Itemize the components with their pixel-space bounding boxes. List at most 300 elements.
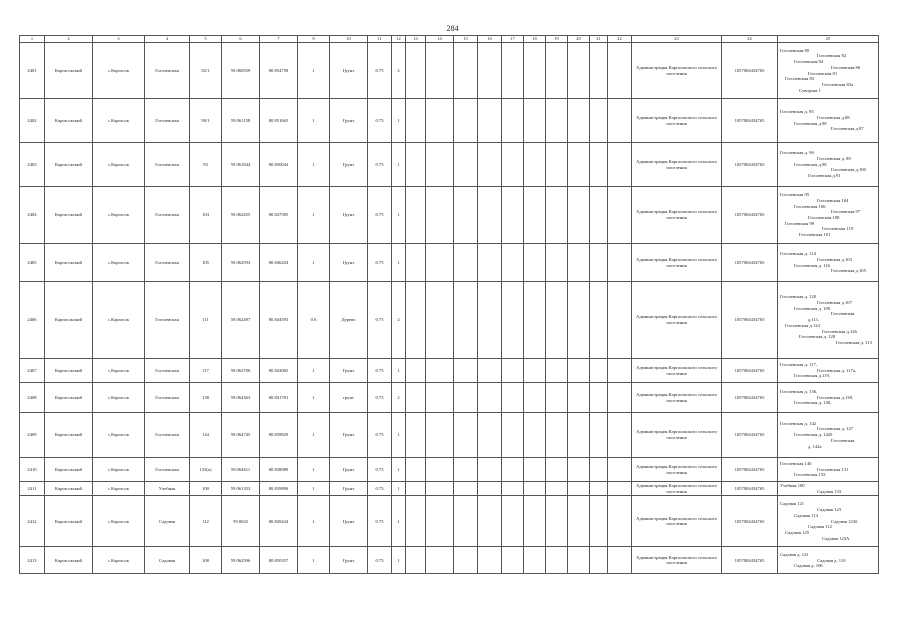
- address-line: Гоголевская д. 114: [780, 251, 816, 257]
- cell-ogrn: 1057004434765: [722, 143, 778, 187]
- empty-cell: [524, 458, 546, 482]
- cell-lat: 59.060559: [222, 43, 260, 99]
- address-line: Гоголевская 82: [817, 53, 847, 59]
- cell-street: Садовая: [145, 547, 190, 574]
- empty-cell: [568, 244, 590, 282]
- empty-cell: [524, 413, 546, 458]
- cell-village: с.Каргасок: [93, 413, 145, 458]
- empty-cell: [426, 143, 454, 187]
- cell-lat: 59.0632: [222, 496, 260, 547]
- cell-ogrn: 1057004434765: [722, 282, 778, 359]
- empty-cell: [546, 482, 568, 496]
- header-cell: 16: [478, 36, 502, 43]
- address-line: Гоголевская 104: [817, 197, 849, 203]
- cell-lon: 80.841781: [260, 383, 298, 413]
- cell-c10: Грунт: [330, 547, 368, 574]
- address-line: Гоголевская д.88: [817, 114, 850, 120]
- cell-ogrn: 1057004434765: [722, 482, 778, 496]
- address-line: Гоголевская 110: [822, 226, 854, 232]
- header-cell: 5: [190, 36, 222, 43]
- cell-c9: 1: [298, 496, 330, 547]
- empty-cell: [478, 496, 502, 547]
- cell-lat: 59.061158: [222, 99, 260, 143]
- empty-cell: [406, 482, 426, 496]
- cell-n: 2412: [20, 496, 45, 547]
- table-row: [20, 547, 879, 574]
- cell-house: 82/1: [190, 43, 222, 99]
- empty-cell: [568, 413, 590, 458]
- cell-c10: Дерево: [330, 282, 368, 359]
- header-cell: 22: [608, 36, 632, 43]
- empty-cell: [524, 547, 546, 574]
- header-cell: 17: [502, 36, 524, 43]
- empty-cell: [454, 547, 478, 574]
- empty-cell: [568, 282, 590, 359]
- cell-addresses: [778, 43, 879, 99]
- cell-addresses: [778, 413, 879, 458]
- cell-village: с.Каргасок: [93, 482, 145, 496]
- cell-admin: Администрация Каргасокского сельского поселения: [632, 482, 722, 496]
- empty-cell: [546, 282, 568, 359]
- address-line: Садовая 133: [817, 488, 842, 494]
- empty-cell: [454, 187, 478, 244]
- cell-ogrn: 1057004434765: [722, 99, 778, 143]
- cell-c9: 1: [298, 43, 330, 99]
- empty-cell: [524, 43, 546, 99]
- cell-ogrn: 1057004434765: [722, 359, 778, 383]
- cell-lon: 80.838089: [260, 458, 298, 482]
- cell-lat: 59.064745: [222, 413, 260, 458]
- cell-district: Каргасокский: [45, 547, 93, 574]
- header-cell: 11: [368, 36, 392, 43]
- header-cell: 19: [546, 36, 568, 43]
- cell-lon: 80.843065: [260, 359, 298, 383]
- table-row: [20, 458, 879, 482]
- empty-cell: [426, 547, 454, 574]
- cell-ogrn: 1057004434765: [722, 244, 778, 282]
- empty-cell: [478, 282, 502, 359]
- empty-cell: [426, 458, 454, 482]
- address-line: Гоголевская д.90: [794, 120, 827, 126]
- cell-district: Каргасокский: [45, 43, 93, 99]
- cell-lat: 59.064611: [222, 458, 260, 482]
- cell-addresses: [778, 496, 879, 547]
- cell-c9: 1: [298, 143, 330, 187]
- cell-n: 2401: [20, 43, 45, 99]
- header-cell: 10: [330, 36, 368, 43]
- empty-cell: [590, 413, 608, 458]
- cell-admin: Администрация Каргасокского сельского поселения: [632, 43, 722, 99]
- cell-n: 2413: [20, 547, 45, 574]
- cell-c11: 0.75: [368, 244, 392, 282]
- cell-c10: Грунт: [330, 482, 368, 496]
- cell-village: с.Каргасок: [93, 359, 145, 383]
- address-line: Гоголевская д. 89: [817, 155, 851, 161]
- cell-ogrn: 1057004434765: [722, 547, 778, 574]
- address-line: Гоголевская д. 96: [780, 150, 814, 156]
- empty-cell: [406, 547, 426, 574]
- empty-cell: [590, 547, 608, 574]
- empty-cell: [478, 99, 502, 143]
- cell-lon: 80.839829: [260, 413, 298, 458]
- header-row: [20, 36, 879, 43]
- empty-cell: [546, 143, 568, 187]
- cell-village: с.Каргасок: [93, 99, 145, 143]
- address-line: Гоголевская д. 85: [780, 109, 814, 115]
- cell-village: с.Каргасок: [93, 43, 145, 99]
- empty-cell: [454, 482, 478, 496]
- cell-c9: 1: [298, 413, 330, 458]
- header-cell: 20: [568, 36, 590, 43]
- cell-ogrn: 1057004434765: [722, 383, 778, 413]
- cell-n: 2410: [20, 458, 45, 482]
- cell-lon: 80.844593: [260, 282, 298, 359]
- empty-cell: [590, 99, 608, 143]
- cell-district: Каргасокский: [45, 359, 93, 383]
- address-line: Гоголевская д. 116: [794, 262, 830, 268]
- empty-cell: [478, 482, 502, 496]
- cell-admin: Администрация Каргасокского сельского поселения: [632, 413, 722, 458]
- empty-cell: [608, 413, 632, 458]
- empty-cell: [406, 143, 426, 187]
- cell-c11: 0.75: [368, 383, 392, 413]
- empty-cell: [454, 244, 478, 282]
- empty-cell: [608, 482, 632, 496]
- cell-village: с.Каргасок: [93, 187, 145, 244]
- empty-cell: [568, 458, 590, 482]
- address-line: Гоголевская 83а: [822, 81, 854, 87]
- cell-ogrn: 1057004434765: [722, 413, 778, 458]
- cell-c11: 0.75: [368, 496, 392, 547]
- cell-c10: Грунт: [330, 143, 368, 187]
- cell-c9: 1: [298, 244, 330, 282]
- cell-addresses: [778, 244, 879, 282]
- cell-c9: 1: [298, 458, 330, 482]
- cell-house: 93: [190, 143, 222, 187]
- cell-admin: Администрация Каргасокского сельского поселения: [632, 244, 722, 282]
- empty-cell: [524, 282, 546, 359]
- empty-cell: [454, 43, 478, 99]
- cell-street: Гоголевская: [145, 244, 190, 282]
- cell-c9: 1: [298, 547, 330, 574]
- empty-cell: [608, 496, 632, 547]
- empty-cell: [546, 413, 568, 458]
- table-row: [20, 244, 879, 282]
- empty-cell: [426, 413, 454, 458]
- cell-n: 2403: [20, 143, 45, 187]
- address-line: Садовая д. 110: [817, 557, 846, 563]
- cell-village: с.Каргасок: [93, 458, 145, 482]
- cell-street: Гоголевская: [145, 143, 190, 187]
- empty-cell: [590, 383, 608, 413]
- cell-lon: 80.846204: [260, 244, 298, 282]
- address-line: Суворова 1: [799, 87, 821, 93]
- empty-cell: [608, 282, 632, 359]
- empty-cell: [568, 99, 590, 143]
- address-line: Гоголевская д. 136,: [780, 388, 818, 394]
- cell-addresses: [778, 383, 879, 413]
- address-line: Гоголевская д. 128: [799, 334, 836, 340]
- cell-lat: 59.062596: [222, 547, 260, 574]
- address-line: Садовая 123б: [831, 518, 858, 524]
- empty-cell: [608, 547, 632, 574]
- address-line: Гоголевская 84: [794, 59, 824, 65]
- cell-c10: Грунт: [330, 99, 368, 143]
- cell-admin: Администрация Каргасокского сельского поселения: [632, 458, 722, 482]
- address-line: Гоголевская 81: [808, 70, 838, 76]
- cell-lat: 59.061844: [222, 143, 260, 187]
- empty-cell: [524, 143, 546, 187]
- empty-cell: [590, 244, 608, 282]
- address-line: Садовая 123: [817, 507, 842, 513]
- empty-cell: [406, 244, 426, 282]
- cell-c10: Грунт: [330, 496, 368, 547]
- table-row: [20, 143, 879, 187]
- empty-cell: [524, 99, 546, 143]
- cell-admin: Администрация Каргасокского сельского поселения: [632, 359, 722, 383]
- cell-lon: 80.849444: [260, 496, 298, 547]
- address-line: Садовая д. 106: [794, 563, 823, 569]
- cell-c10: Грунт: [330, 43, 368, 99]
- cell-admin: Администрация Каргасокского сельского поселения: [632, 547, 722, 574]
- cell-lon: 80.839896: [260, 482, 298, 496]
- empty-cell: [524, 496, 546, 547]
- address-line: Гоголевская 108: [808, 215, 840, 220]
- table-row: [20, 43, 879, 99]
- address-line: Гоголевская 80: [780, 47, 810, 53]
- cell-n: 2408: [20, 383, 45, 413]
- empty-cell: [608, 143, 632, 187]
- cell-village: с.Каргасок: [93, 496, 145, 547]
- empty-cell: [590, 482, 608, 496]
- cell-c12: 2: [392, 282, 406, 359]
- empty-cell: [524, 244, 546, 282]
- cell-lon: 80.854758: [260, 43, 298, 99]
- cell-village: с.Каргасок: [93, 282, 145, 359]
- empty-cell: [590, 282, 608, 359]
- cell-lon: 80.850044: [260, 143, 298, 187]
- empty-cell: [454, 413, 478, 458]
- cell-c9: 1: [298, 383, 330, 413]
- empty-cell: [546, 187, 568, 244]
- cell-c12: 1: [392, 547, 406, 574]
- empty-cell: [608, 383, 632, 413]
- empty-cell: [590, 359, 608, 383]
- cell-c12: 1: [392, 482, 406, 496]
- cell-district: Каргасокский: [45, 187, 93, 244]
- empty-cell: [568, 547, 590, 574]
- cell-admin: Администрация Каргасокского сельского поселения: [632, 99, 722, 143]
- empty-cell: [406, 383, 426, 413]
- cell-ogrn: 1057004434765: [722, 458, 778, 482]
- header-cell: 12: [392, 36, 406, 43]
- cell-addresses: [778, 482, 879, 496]
- header-cell: 6: [222, 36, 260, 43]
- empty-cell: [568, 359, 590, 383]
- address-line: Гоголевская д.124: [785, 322, 820, 328]
- empty-cell: [502, 43, 524, 99]
- cell-district: Каргасокский: [45, 244, 93, 282]
- address-line: Гоголевская д.91: [808, 173, 841, 179]
- empty-cell: [524, 482, 546, 496]
- empty-cell: [454, 143, 478, 187]
- empty-cell: [426, 482, 454, 496]
- address-line: Гоголевская д.103: [817, 256, 852, 262]
- cell-admin: Администрация Каргасокского сельского поселения: [632, 282, 722, 359]
- cell-addresses: [778, 187, 879, 244]
- cell-district: Каргасокский: [45, 383, 93, 413]
- header-cell: 24: [722, 36, 778, 43]
- address-line: Гоголевская д. 117,: [780, 361, 818, 367]
- header-cell: 13: [406, 36, 426, 43]
- header-cell: 18: [524, 36, 546, 43]
- cell-district: Каргасокский: [45, 413, 93, 458]
- cell-admin: Администрация Каргасокского сельского поселения: [632, 187, 722, 244]
- empty-cell: [454, 458, 478, 482]
- cell-addresses: [778, 547, 879, 574]
- empty-cell: [406, 496, 426, 547]
- cell-c11: 0.75: [368, 99, 392, 143]
- address-line: Гоголевская д. 117а,: [817, 367, 857, 373]
- address-line: Садовая 121: [780, 501, 805, 507]
- cell-street: Учебная: [145, 482, 190, 496]
- cell-lon: 80.851665: [260, 99, 298, 143]
- empty-cell: [546, 244, 568, 282]
- table-row: [20, 99, 879, 143]
- address-line: Гоголевская д.87: [831, 126, 864, 132]
- empty-cell: [524, 383, 546, 413]
- cell-house: 112: [190, 496, 222, 547]
- cell-addresses: [778, 143, 879, 187]
- empty-cell: [478, 383, 502, 413]
- empty-cell: [478, 143, 502, 187]
- address-line: Гоголевская д.138,: [817, 394, 854, 400]
- cell-c12: 1: [392, 359, 406, 383]
- empty-cell: [502, 143, 524, 187]
- address-line: Гоголевская д.98: [794, 161, 827, 167]
- empty-cell: [546, 359, 568, 383]
- cell-district: Каргасокский: [45, 496, 93, 547]
- empty-cell: [478, 547, 502, 574]
- cell-house: 105: [190, 244, 222, 282]
- cell-n: 2407: [20, 359, 45, 383]
- cell-c9: 1: [298, 359, 330, 383]
- page-number: 284: [446, 24, 459, 33]
- address-line: Гоголевская 99: [785, 220, 815, 226]
- address-line: Гоголевская д. 142: [780, 420, 817, 426]
- cell-district: Каргасокский: [45, 282, 93, 359]
- empty-cell: [502, 282, 524, 359]
- address-line: Гоголевская 133: [794, 472, 826, 478]
- empty-cell: [406, 359, 426, 383]
- address-line: Гоголевская д.100: [831, 167, 866, 173]
- data-table: [19, 35, 879, 574]
- cell-district: Каргасокский: [45, 482, 93, 496]
- cell-street: Гоголевская: [145, 187, 190, 244]
- empty-cell: [454, 496, 478, 547]
- empty-cell: [568, 482, 590, 496]
- address-line: Гоголевская д.119,: [794, 373, 830, 379]
- empty-cell: [502, 482, 524, 496]
- cell-c11: 0.75: [368, 413, 392, 458]
- empty-cell: [406, 282, 426, 359]
- empty-cell: [568, 187, 590, 244]
- address-line: Садовая 114: [794, 512, 818, 518]
- empty-cell: [426, 43, 454, 99]
- cell-c10: Грунт: [330, 458, 368, 482]
- cell-ogrn: 1057004434765: [722, 496, 778, 547]
- empty-cell: [546, 496, 568, 547]
- cell-district: Каргасокский: [45, 458, 93, 482]
- cell-admin: Администрация Каргасокского сельского поселения: [632, 496, 722, 547]
- cell-c12: 1: [392, 458, 406, 482]
- empty-cell: [478, 458, 502, 482]
- empty-cell: [502, 496, 524, 547]
- address-line: Гоголевская: [831, 311, 855, 317]
- cell-c9: 0.6: [298, 282, 330, 359]
- cell-c11: 0.75: [368, 143, 392, 187]
- cell-lat: 59.062593: [222, 244, 260, 282]
- address-line: Гоголевская д. 109: [794, 305, 831, 311]
- cell-lat: 59.063706: [222, 359, 260, 383]
- cell-c11: 0.75: [368, 187, 392, 244]
- address-line: Учебная 100: [780, 483, 805, 488]
- empty-cell: [590, 43, 608, 99]
- cell-c12: 1: [392, 187, 406, 244]
- empty-cell: [406, 413, 426, 458]
- address-line: Гоголевская 95: [780, 192, 810, 198]
- empty-cell: [426, 244, 454, 282]
- cell-street: Гоголевская: [145, 458, 190, 482]
- header-cell: 21: [590, 36, 608, 43]
- cell-c11: 0.75: [368, 547, 392, 574]
- empty-cell: [546, 458, 568, 482]
- cell-ogrn: 1057004434765: [722, 187, 778, 244]
- empty-cell: [502, 359, 524, 383]
- cell-house: 144: [190, 413, 222, 458]
- cell-n: 2402: [20, 99, 45, 143]
- cell-village: с.Каргасок: [93, 143, 145, 187]
- cell-n: 2409: [20, 413, 45, 458]
- address-line: Гоголевская д. 140,: [794, 400, 832, 406]
- address-line: Гоголевская 146: [780, 460, 812, 466]
- empty-cell: [478, 187, 502, 244]
- cell-lon: 80.850357: [260, 547, 298, 574]
- empty-cell: [426, 383, 454, 413]
- empty-cell: [590, 187, 608, 244]
- cell-c12: 1: [392, 496, 406, 547]
- table-row: [20, 359, 879, 383]
- cell-c11: 0.75: [368, 458, 392, 482]
- empty-cell: [502, 458, 524, 482]
- cell-c12: 1: [392, 413, 406, 458]
- empty-cell: [590, 458, 608, 482]
- cell-addresses: [778, 359, 879, 383]
- table-row: [20, 187, 879, 244]
- empty-cell: [454, 359, 478, 383]
- cell-c12: 2: [392, 43, 406, 99]
- table-row: [20, 282, 879, 359]
- cell-c12: 2: [392, 383, 406, 413]
- empty-cell: [524, 359, 546, 383]
- cell-street: Гоголевская: [145, 413, 190, 458]
- empty-cell: [568, 43, 590, 99]
- cell-admin: Администрация Каргасокского сельского поселения: [632, 383, 722, 413]
- address-line: Гоголевская д. 120: [780, 294, 817, 300]
- empty-cell: [454, 99, 478, 143]
- empty-cell: [546, 99, 568, 143]
- address-line: Садовая 112: [808, 524, 832, 530]
